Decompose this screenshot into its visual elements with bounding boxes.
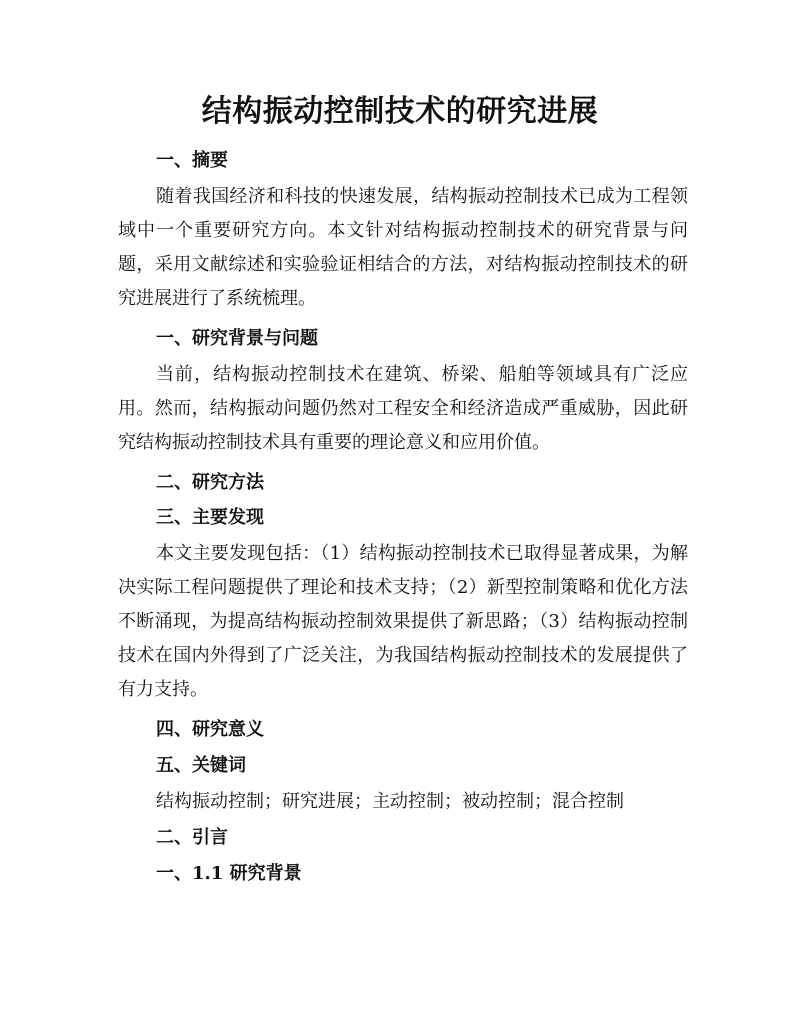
heading-methods: 二、研究方法 bbox=[156, 472, 264, 493]
heading-keywords: 五、关键词 bbox=[156, 755, 246, 776]
heading-research-background: 一、1.1 研究背景 bbox=[156, 863, 302, 884]
abstract-paragraph: 随着我国经济和科技的快速发展，结构振动控制技术已成为工程领域中一个重要研究方向。本文针对结构振动控制技术的研究背景与问题，采用文献综述和实验验证相结合的方法，对结构振动控制技术的研究进展进行了系统梳理。 bbox=[118, 186, 688, 309]
heading-background: 一、研究背景与问题 bbox=[156, 328, 318, 349]
heading-significance: 四、研究意义 bbox=[156, 719, 264, 740]
background-paragraph: 当前，结构振动控制技术在建筑、桥梁、船舶等领域具有广泛应用。然而，结构振动问题仍然对工程安全和经济造成严重威胁，因此研究结构振动控制技术具有重要的理论意义和应用价值。 bbox=[118, 364, 688, 453]
heading-abstract: 一、摘要 bbox=[156, 150, 228, 171]
heading-introduction: 二、引言 bbox=[156, 827, 228, 848]
heading-findings: 三、主要发现 bbox=[156, 507, 264, 528]
document-title: 结构振动控制技术的研究进展 bbox=[201, 94, 599, 129]
keywords-text: 结构振动控制；研究进展；主动控制；被动控制；混合控制 bbox=[156, 791, 624, 812]
findings-paragraph: 本文主要发现包括：（1）结构振动控制技术已取得显著成果，为解决实际工程问题提供了理论和技术支持；（2）新型控制策略和优化方法不断涌现，为提高结构振动控制效果提供了新思路；（3）结构振动控制技术在国内外得到了广泛关注，为我国结构振动控制技术的发展提供了有力支持。 bbox=[118, 543, 688, 700]
